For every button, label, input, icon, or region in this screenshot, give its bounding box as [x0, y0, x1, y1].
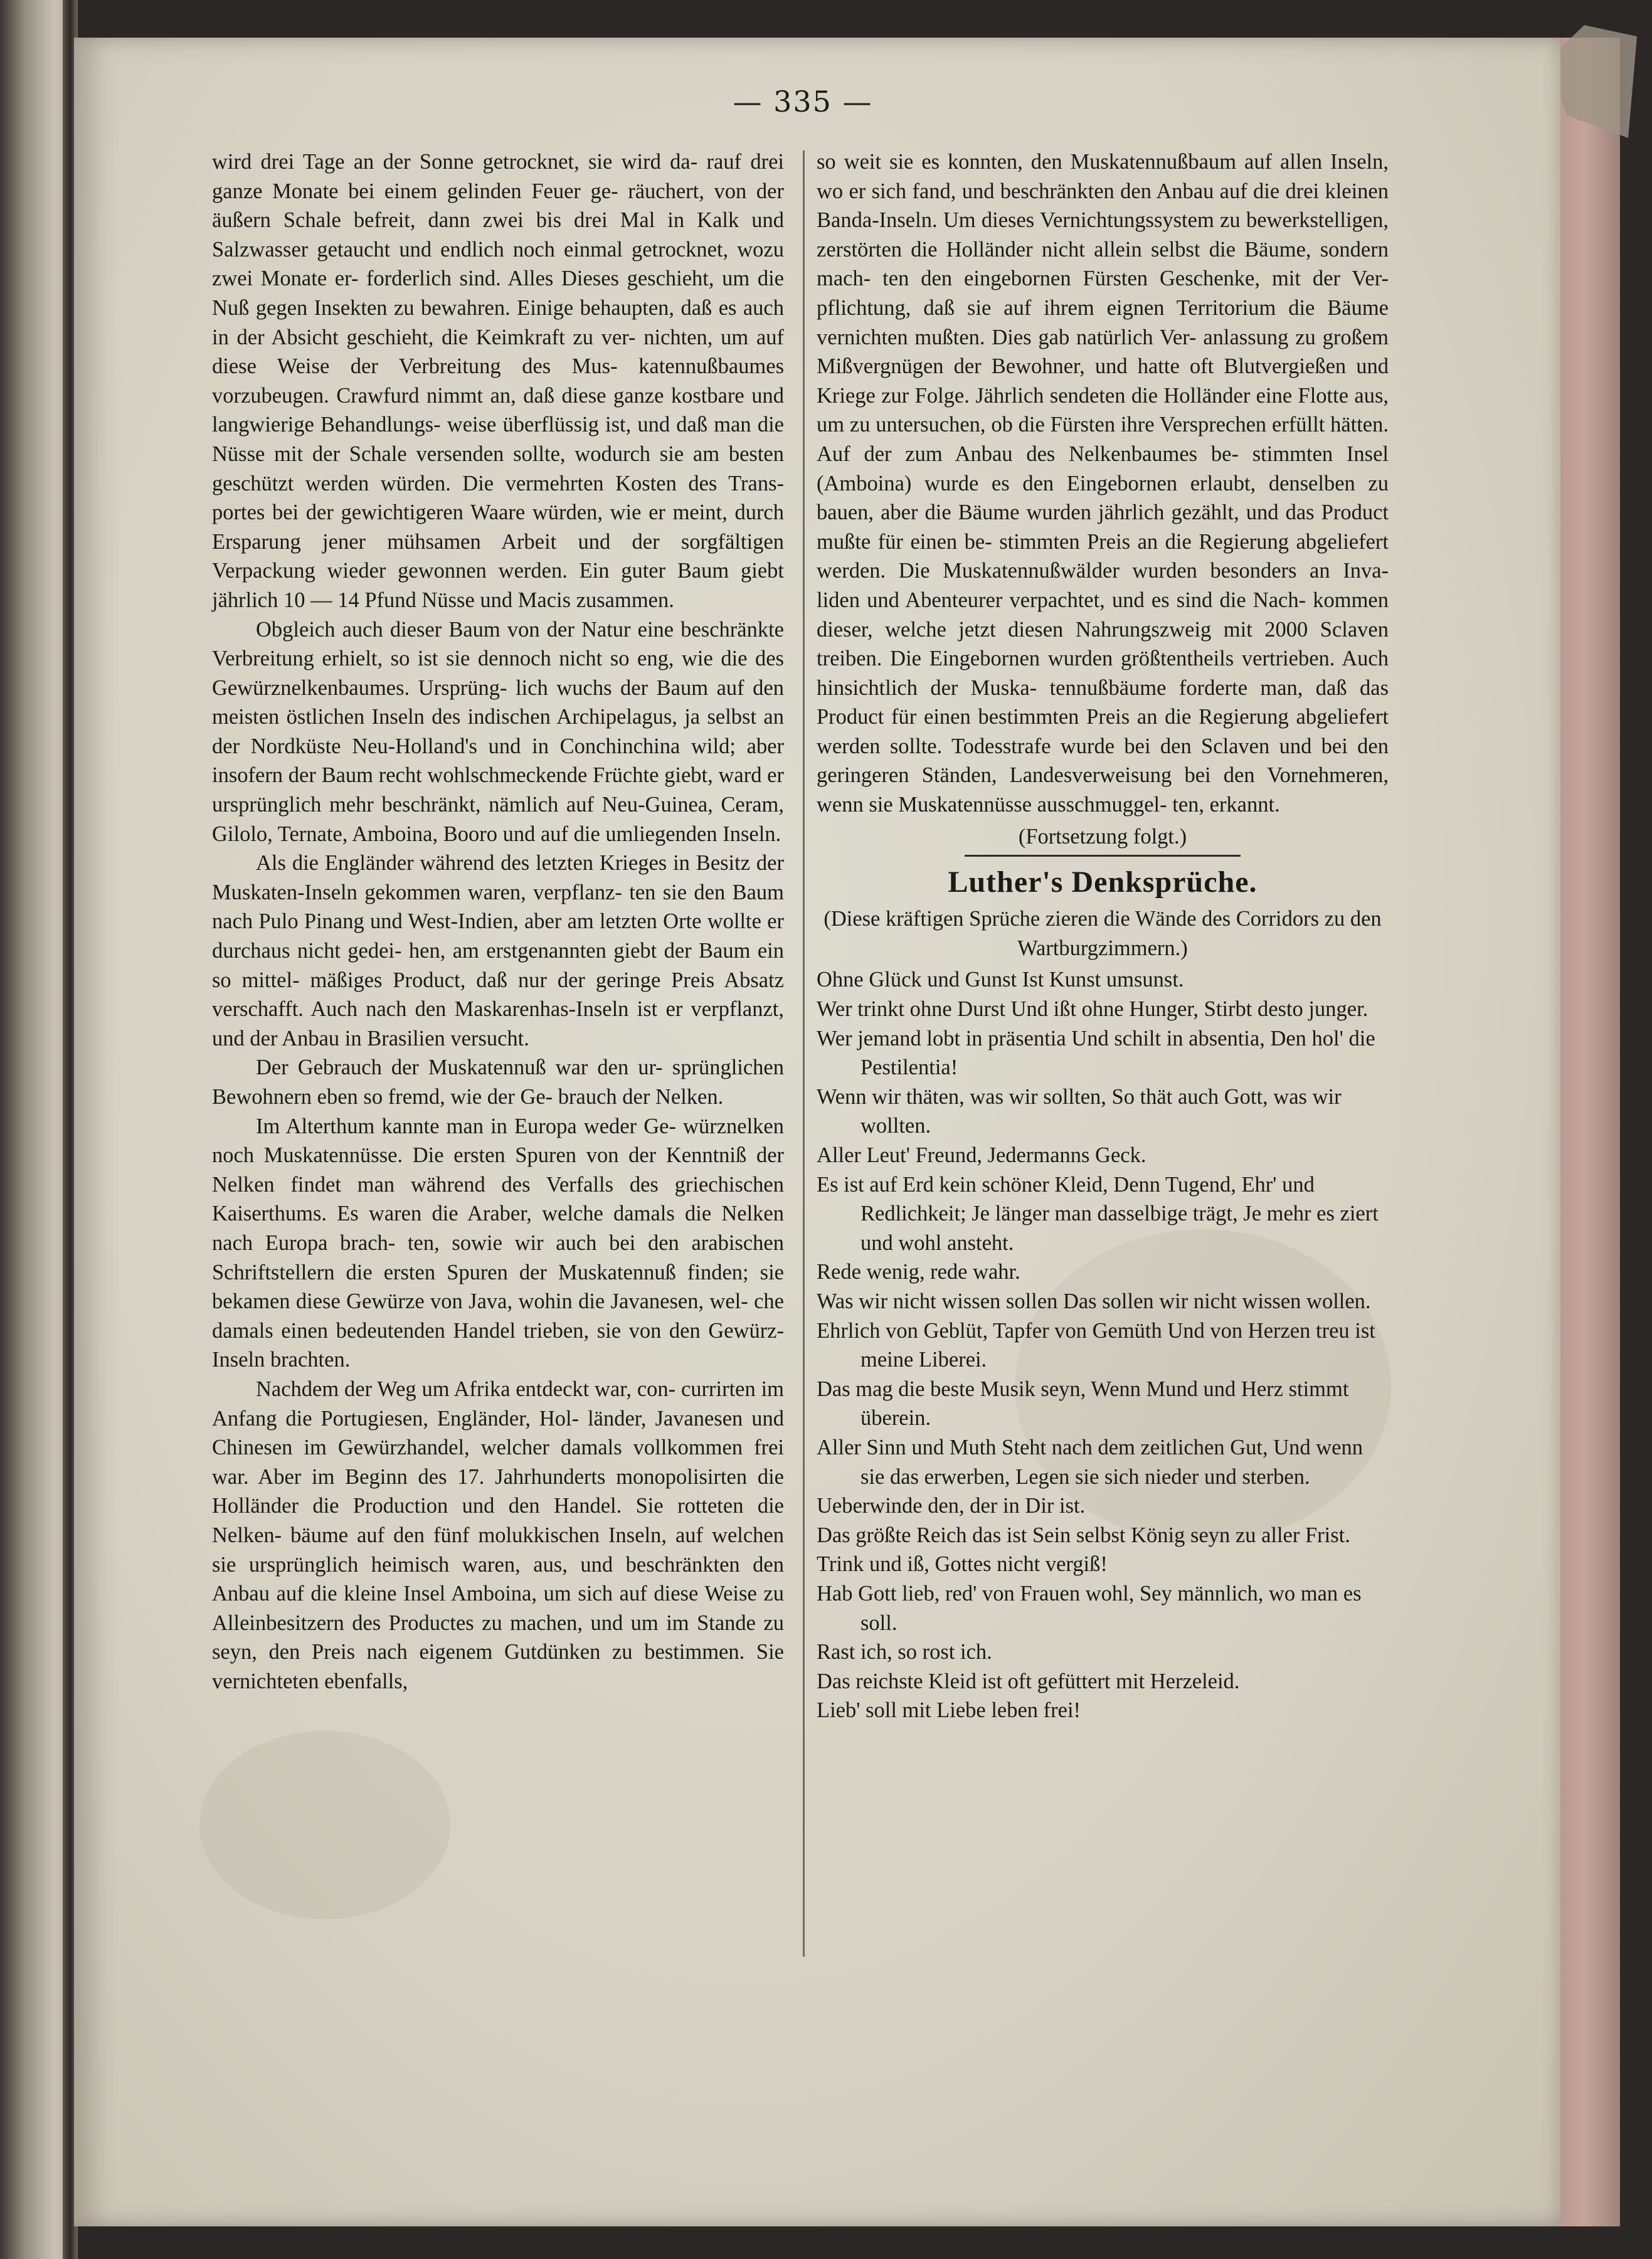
- paragraph: Im Alterthum kannte man in Europa weder Ge- würznelken noch Muskatennüsse. Die ersten Spuren von der Kenntniß der Nelken findet man während des Verfalls des griechischen Kaiserthums. Es waren die Araber, welche damals die Nelken nach Europa brach- ten, sowie wir auch bei den arabischen Schriftstellern die ersten Spuren der Muskatennuß finden; sie bekamen diese Gewürze von Java, wohin die Javanesen, wel- che damals einen bedeutenden Handel trieben, sie von den Gewürz-Inseln brachten.: [212, 1114, 784, 1372]
- saying: Das größte Reich das ist Sein selbst König seyn zu aller Frist.: [817, 1523, 1350, 1547]
- saying: Ohne Glück und Gunst Ist Kunst umsunst.: [817, 968, 1184, 992]
- right-column: [817, 147, 1389, 1725]
- saying: Es ist auf Erd kein schöner Kleid, Denn Tugend, Ehr' und Redlichkeit; Je länger man dasselbige trägt, Je mehr es ziert und wohl ansteht.: [817, 1172, 1379, 1255]
- saying: Was wir nicht wissen sollen Das sollen wir nicht wissen wollen.: [817, 1289, 1371, 1313]
- saying: Lieb' soll mit Liebe leben frei!: [817, 1698, 1081, 1723]
- saying: Rast ich, so rost ich.: [817, 1640, 992, 1664]
- page-fore-edge: [1560, 38, 1620, 2226]
- saying: Das reichste Kleid ist oft gefüttert mit Herzeleid.: [817, 1669, 1240, 1693]
- paragraph: Nachdem der Weg um Afrika entdeckt war, con- currirten im Anfang die Portugiesen, Engländer, Hol- länder, Javanesen und Chinesen im Gewürzhandel, welcher damals vollkommen frei war. Aber im Beginn des 17. Jahrhunderts monopolisirten die Holländer die Production und den Handel. Sie rotteten die Nelken- bäume auf den fünf molukkischen Inseln, auf welchen sie ursprünglich heimisch waren, aus, und beschränkten den Anbau auf die kleine Insel Amboina, um sich auf diese Weise zu Alleinbesitzern des Productes zu machen, und um im Stande zu seyn, den Preis nach eigenem Gutdünken zu bestimmen. Sie vernichteten ebenfalls,: [212, 1377, 784, 1693]
- saying: Ehrlich von Geblüt, Tapfer von Gemüth Und von Herzen treu ist meine Liberei.: [817, 1318, 1375, 1372]
- saying: Aller Leut' Freund, Jedermanns Geck.: [817, 1143, 1146, 1167]
- paragraph: Obgleich auch dieser Baum von der Natur eine beschränkte Verbreitung erhielt, so ist sie dennoch nicht so eng, wie die des Gewürznelkenbaumes. Ursprüng- lich wuchs der Baum auf den meisten östlichen Inseln des indischen Archipelagus, ja selbst an der Nordküste Neu-Holland's und in Conchinchina wild; aber insofern der Baum recht wohlschmeckende Früchte giebt, ward er ursprünglich mehr beschränkt, nämlich auf Neu-Guinea, Ceram, Gilolo, Ternate, Amboina, Booro und auf die umliegenden Inseln.: [212, 617, 784, 846]
- saying: Wer jemand lobt in präsentia Und schilt in absentia, Den hol' die Pestilentia!: [817, 1026, 1375, 1080]
- saying: Wer trinkt ohne Durst Und ißt ohne Hunger, Stirbt desto junger.: [817, 997, 1369, 1022]
- paragraph: Der Gebrauch der Muskatennuß war den ur- sprünglichen Bewohnern eben so fremd, wie der Ge- brauch der Nelken.: [212, 1055, 784, 1109]
- saying: Trink und iß, Gottes nicht vergiß!: [817, 1552, 1108, 1577]
- section-rule: [965, 855, 1241, 857]
- page-number: — 335 —: [733, 85, 873, 119]
- section-subtitle: (Diese kräftigen Sprüche zieren die Wände des Corridors zu den Wartburgzimmern.): [823, 907, 1382, 960]
- paper-stain: [199, 1731, 450, 1919]
- saying: Wenn wir thäten, was wir sollten, So thät auch Gott, was wir wollten.: [817, 1084, 1342, 1138]
- saying: Aller Sinn und Muth Steht nach dem zeitlichen Gut, Und wenn sie das erwerben, Legen sie sich nieder und sterben.: [817, 1435, 1363, 1489]
- paragraph: so weit sie es konnten, den Muskatennußbaum auf allen Inseln, wo er sich fand, und beschränkten den Anbau auf die drei kleinen Banda-Inseln. Um dieses Vernichtungssystem zu bewerkstelligen, zerstörten die Holländer nicht allein selbst die Bäume, sondern mach- ten den eingebornen Fürsten Geschenke, mit der Ver- pflichtung, daß sie auf ihrem eignen Territorium die Bäume vernichten mußten. Dies gab natürlich Ver- anlassung zu großem Mißvergnügen der Bewohner, und hatte oft Blutvergießen und Kriege zur Folge. Jährlich sendeten die Holländer eine Flotte aus, um zu untersuchen, ob die Fürsten ihre Versprechen erfüllt hätten. Auf der zum Anbau des Nelkenbaumes be- stimmten Insel (Amboina) wurde es den Eingebornen erlaubt, denselben zu bauen, aber die Bäume wurden jährlich gezählt, und das Product mußte für einen be- stimmten Preis an die Regierung abgeliefert werden. Die Muskatennußwälder wurden besonders an Inva- liden und Abenteurer verpachtet, und es sind die Nach- kommen dieser, welche jetzt diesen Nahrungszweig mit 2000 Sclaven treiben. Die Eingebornen wurden größtentheils vertrieben. Auch hinsichtlich der Muska- tennußbäume forderte man, daß das Product für einen bestimmten Preis an die Regierung abgeliefert werden sollte. Todesstrafe wurde bei den Sclaven und bei den geringeren Ständen, Landesverweisung bei den Vornehmeren, wenn sie Muskatennüsse ausschmuggel- ten, erkannt.: [817, 150, 1389, 817]
- facing-page-edge: [0, 0, 68, 2259]
- saying: Rede wenig, rede wahr.: [817, 1260, 1020, 1284]
- continuation-note: (Fortsetzung folgt.): [1018, 824, 1187, 849]
- saying: Das mag die beste Musik seyn, Wenn Mund und Herz stimmt überein.: [817, 1377, 1349, 1431]
- paragraph: Als die Engländer während des letzten Krieges in Besitz der Muskaten-Inseln gekommen waren, verpflanz- ten sie den Baum nach Pulo Pinang und West-Indien, aber am letzten Orte wollte er durchaus nicht gedei- hen, am erstgenannten giebt der Baum ein so mittel- mäßiges Product, daß nur der geringe Preis Absatz verschafft. Auch nach den Maskarenhas-Inseln ist er verpflanzt, und der Anbau in Brasilien versucht.: [212, 851, 784, 1050]
- saying: Hab Gott lieb, red' von Frauen wohl, Sey männlich, wo man es soll.: [817, 1581, 1362, 1635]
- paragraph: wird drei Tage an der Sonne getrocknet, sie wird da- rauf drei ganze Monate bei einem gelinden Feuer ge- räuchert, von der äußern Schale befreit, dann zwei bis drei Mal in Kalk und Salzwasser getaucht und endlich noch einmal getrocknet, wozu zwei Monate er- forderlich sind. Alles Dieses geschieht, um die Nuß gegen Insekten zu bewahren. Einige behaupten, daß es auch in der Absicht geschieht, die Keimkraft zu ver- nichten, um auf diese Weise der Verbreitung des Mus- katennußbaumes vorzubeugen. Crawfurd nimmt an, daß diese ganze kostbare und langwierige Behandlungs- weise überflüssig ist, und daß man die Nüsse mit der Schale versenden sollte, wodurch sie am besten geschützt werden würden. Die vermehrten Kosten des Trans- portes bei der gewichtigeren Waare würden, wie er meint, durch Ersparung jener mühsamen Arbeit und der sorgfältigen Verpackung wieder gewonnen werden. Ein guter Baum giebt jährlich 10 — 14 Pfund Nüsse und Macis zusammen.: [212, 150, 784, 612]
- saying: Ueberwinde den, der in Dir ist.: [817, 1494, 1086, 1518]
- left-column: [212, 147, 784, 1696]
- section-title: Luther's Denksprüche.: [948, 865, 1258, 899]
- column-divider: [803, 151, 805, 1957]
- sayings-list: [817, 965, 1389, 1725]
